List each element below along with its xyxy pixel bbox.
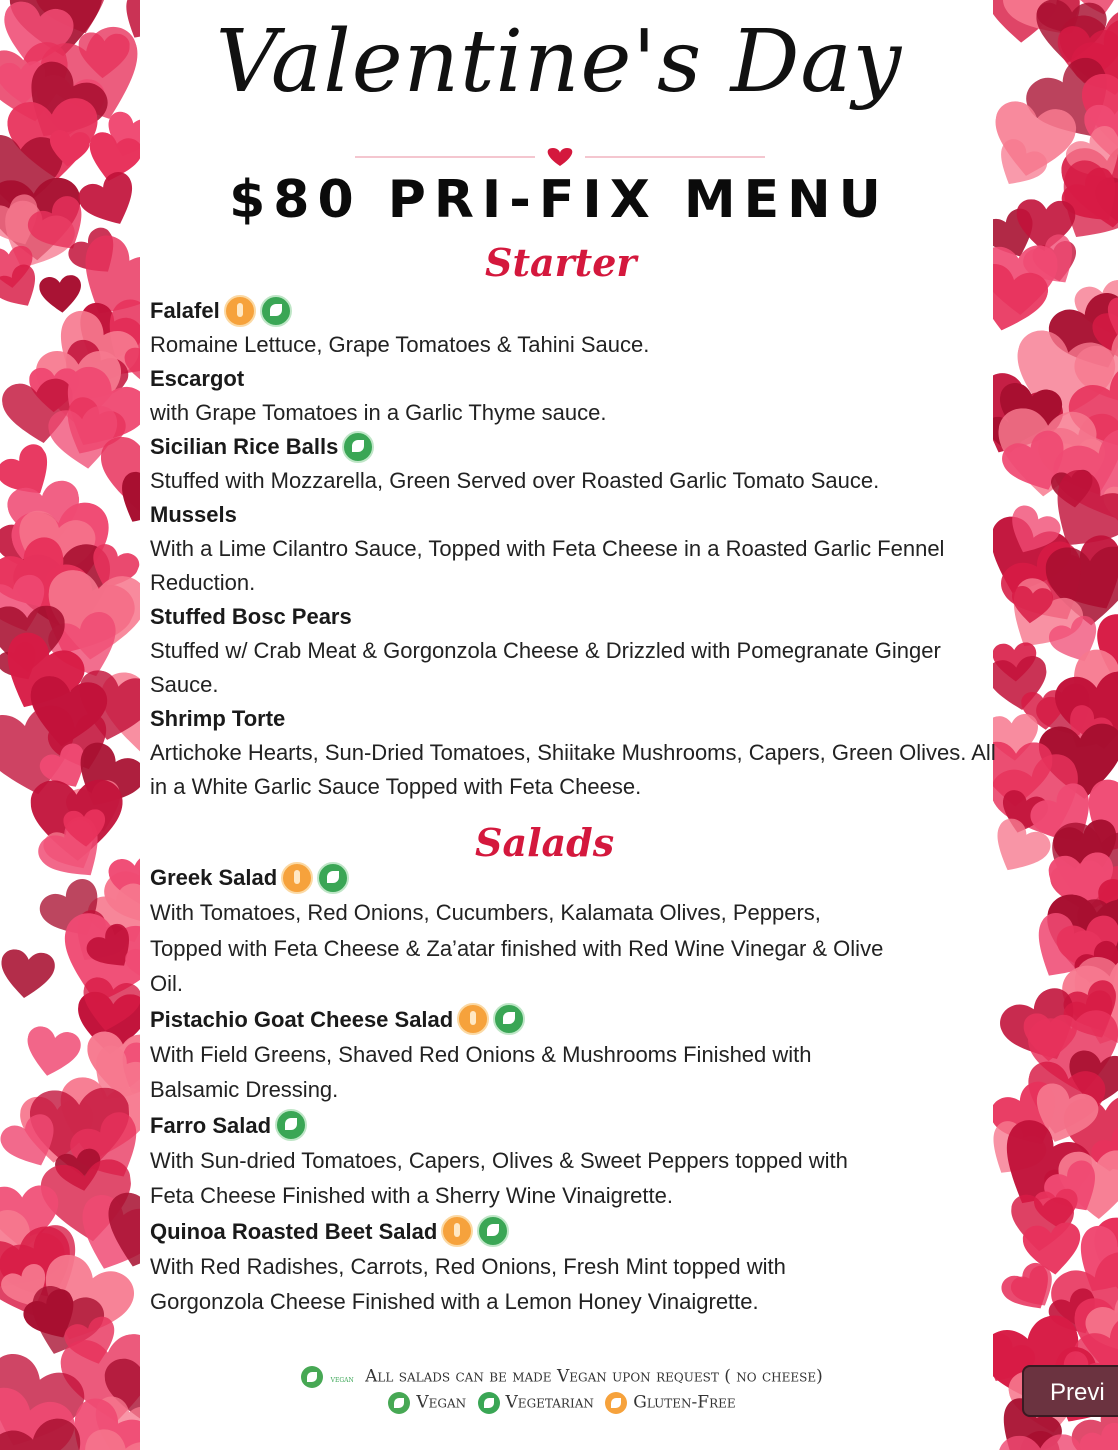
item-description: With a Lime Cilantro Sauce, Topped with Feta Cheese in a Roasted Garlic Fennel Reduction. [150,536,945,595]
list-item [150,600,1000,702]
heart-icon [1022,1013,1078,1064]
heart-icon [548,148,573,166]
vegan-badge-icon [301,1366,323,1388]
list-item [150,498,1000,600]
list-item [150,362,1000,430]
item-name: Mussels [150,502,237,527]
vegetarian-icon [477,1215,509,1247]
legend-gluten-free: Gluten-Free [633,1392,736,1413]
heart-icon [998,1434,1085,1450]
list-item [150,294,1000,362]
heart-icon [0,948,56,1002]
vegetarian-icon [342,431,374,463]
item-name: Stuffed Bosc Pears [150,604,352,629]
item-description: with Grape Tomatoes in a Garlic Thyme sauce. [150,400,607,425]
heart-icon [77,975,140,1038]
gluten-free-icon [224,295,256,327]
vegan-icon [388,1392,410,1414]
item-description: Stuffed w/ Crab Meat & Gorgonzola Cheese & Drizzled with Pomegranate Ginger Sauce. [150,638,941,697]
dietary-legend [0,1392,1118,1414]
item-name: Falafel [150,298,220,323]
item-name: Pistachio Goat Cheese Salad [150,1006,454,1032]
legend-vegan: Vegan [416,1392,467,1413]
item-description: Stuffed with Mozzarella, Green Served over Roasted Garlic Tomato Sauce. [150,468,880,493]
vegan-note [0,1366,1118,1388]
list-item [150,1108,890,1214]
item-name: Sicilian Rice Balls [150,434,339,459]
heart-icon [124,346,140,387]
section-title-salads: Salads [475,820,615,865]
vegetarian-icon [275,1109,307,1141]
gluten-free-icon [457,1003,489,1035]
gluten-free-icon [441,1215,473,1247]
item-description: With Red Radishes, Carrots, Red Onions, Fresh Mint topped with Gorgonzola Cheese Finished with a Lemon Honey Vinaigrette. [150,1253,786,1314]
list-item [150,860,890,1002]
page-subtitle: $80 PRI-FIX MENU [229,170,889,230]
item-description: Artichoke Hearts, Sun-Dried Tomatoes, Shiitake Mushrooms, Capers, Green Olives. All in a White Garlic Sauce Topped with Feta Cheese. [150,740,996,799]
item-description: With Field Greens, Shaved Red Onions & Mushrooms Finished with Balsamic Dressing. [150,1041,812,1102]
item-name: Escargot [150,366,245,391]
vegetarian-icon [478,1392,500,1414]
list-item [150,430,1000,498]
list-item [150,1002,890,1108]
heart-icon [63,809,107,849]
item-description: With Tomatoes, Red Onions, Cucumbers, Kalamata Olives, Peppers, Topped with Feta Cheese & Za’atar finished with Red Wine Vinegar & Olive Oil. [150,900,884,996]
gluten-free-icon [281,862,313,894]
page-title: Valentine's Day [215,12,903,112]
heart-icon [47,129,91,169]
preview-button[interactable]: Previ [1022,1365,1118,1417]
gluten-free-icon [605,1392,627,1414]
legend-vegetarian: Vegetarian [505,1392,594,1413]
item-description: Romaine Lettuce, Grape Tomatoes & Tahini Sauce. [150,332,650,357]
heart-icon [1009,585,1054,626]
vegetarian-icon [317,862,349,894]
starter-list [150,294,1000,804]
vegetarian-icon [260,295,292,327]
vegan-badge-label: VEGAN [330,1376,354,1384]
item-description: With Sun-dried Tomatoes, Capers, Olives & Sweet Peppers topped with Feta Cheese Finished with a Sherry Wine Vinaigrette. [150,1147,848,1208]
item-name: Farro Salad [150,1112,272,1138]
item-name: Greek Salad [150,865,278,890]
item-name: Shrimp Torte [150,706,286,731]
vegan-note-text: All salads can be made Vegan upon request ( no cheese) [365,1366,823,1387]
list-item [150,1214,890,1320]
item-name: Quinoa Roasted Beet Salad [150,1218,438,1244]
list-item [150,702,1000,804]
heart-divider [355,146,765,168]
vegetarian-icon [493,1003,525,1035]
salads-list [150,860,890,1320]
section-title-starter: Starter [485,240,637,285]
